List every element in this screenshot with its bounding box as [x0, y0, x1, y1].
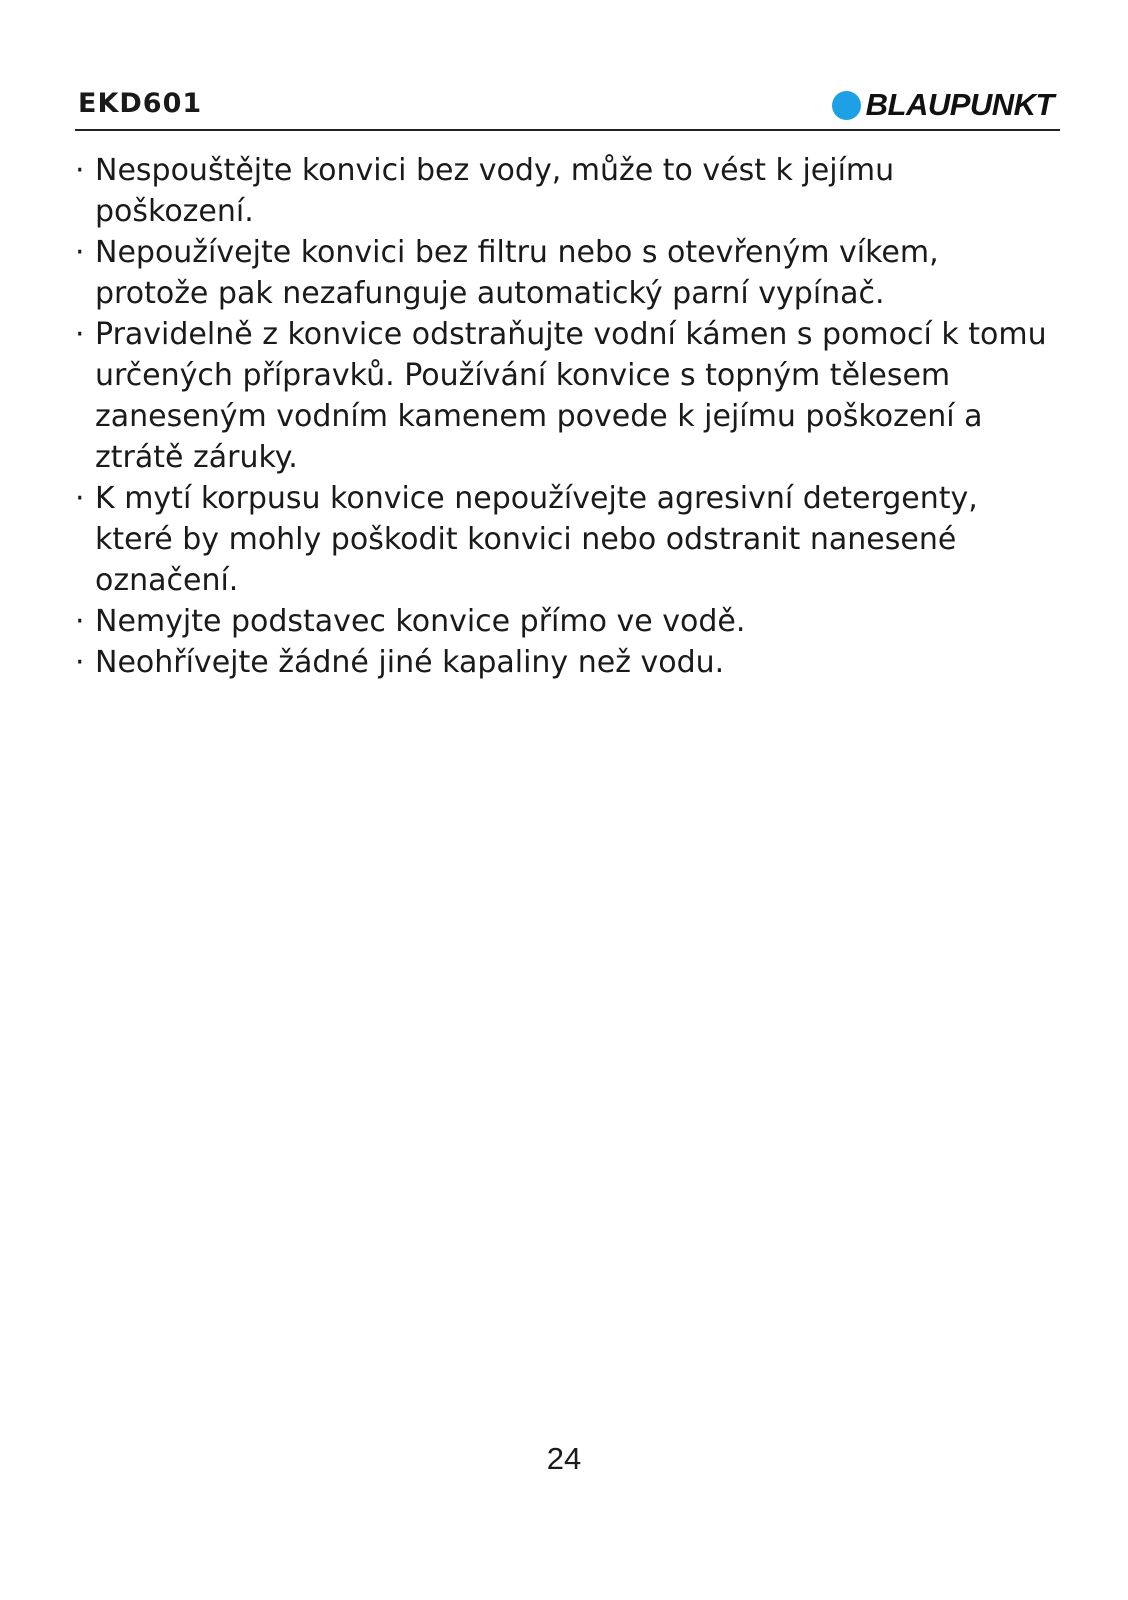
safety-list: [75, 150, 1060, 683]
page-number: 24: [546, 1441, 582, 1476]
list-item-text: Nepoužívejte konvici bez filtru nebo s otevřeným víkem, protože pak nezafunguje automatický parní vypínač.: [95, 235, 939, 311]
page-header: [75, 86, 1060, 128]
list-item-text: Nemyjte podstavec konvice přímo ve vodě.: [95, 604, 746, 639]
bullet-icon: ·: [75, 604, 85, 639]
bullet-icon: ·: [75, 235, 85, 270]
brand-logo: [832, 89, 1054, 121]
list-item: [75, 601, 1060, 642]
logo-dot-icon: [832, 91, 861, 120]
list-item: [75, 478, 1060, 601]
list-item-text: Pravidelně z konvice odstraňujte vodní kámen s pomocí k tomu určených přípravků. Používání konvice s topným tělesem zaneseným vodním kamenem povede k jejímu poškození a ztrátě záruky.: [95, 317, 1047, 475]
bullet-icon: ·: [75, 153, 85, 188]
bullet-icon: ·: [75, 481, 85, 516]
list-item: [75, 232, 1060, 314]
list-item-text: K mytí korpusu konvice nepoužívejte agresivní detergenty, které by mohly poškodit konvici nebo odstranit nanesené označení.: [95, 481, 978, 598]
list-item-text: Nespouštějte konvici bez vody, může to vést k jejímu poškození.: [95, 153, 895, 229]
model-number: EKD601: [78, 88, 203, 119]
list-item-text: Neohřívejte žádné jiné kapaliny než vodu.: [95, 645, 725, 680]
logo-text: BLAUPUNKT: [865, 87, 1054, 122]
list-item: [75, 150, 1060, 232]
header-divider: [75, 129, 1060, 131]
list-item: [75, 314, 1060, 478]
list-item: [75, 642, 1060, 683]
bullet-icon: ·: [75, 317, 85, 352]
bullet-icon: ·: [75, 645, 85, 680]
